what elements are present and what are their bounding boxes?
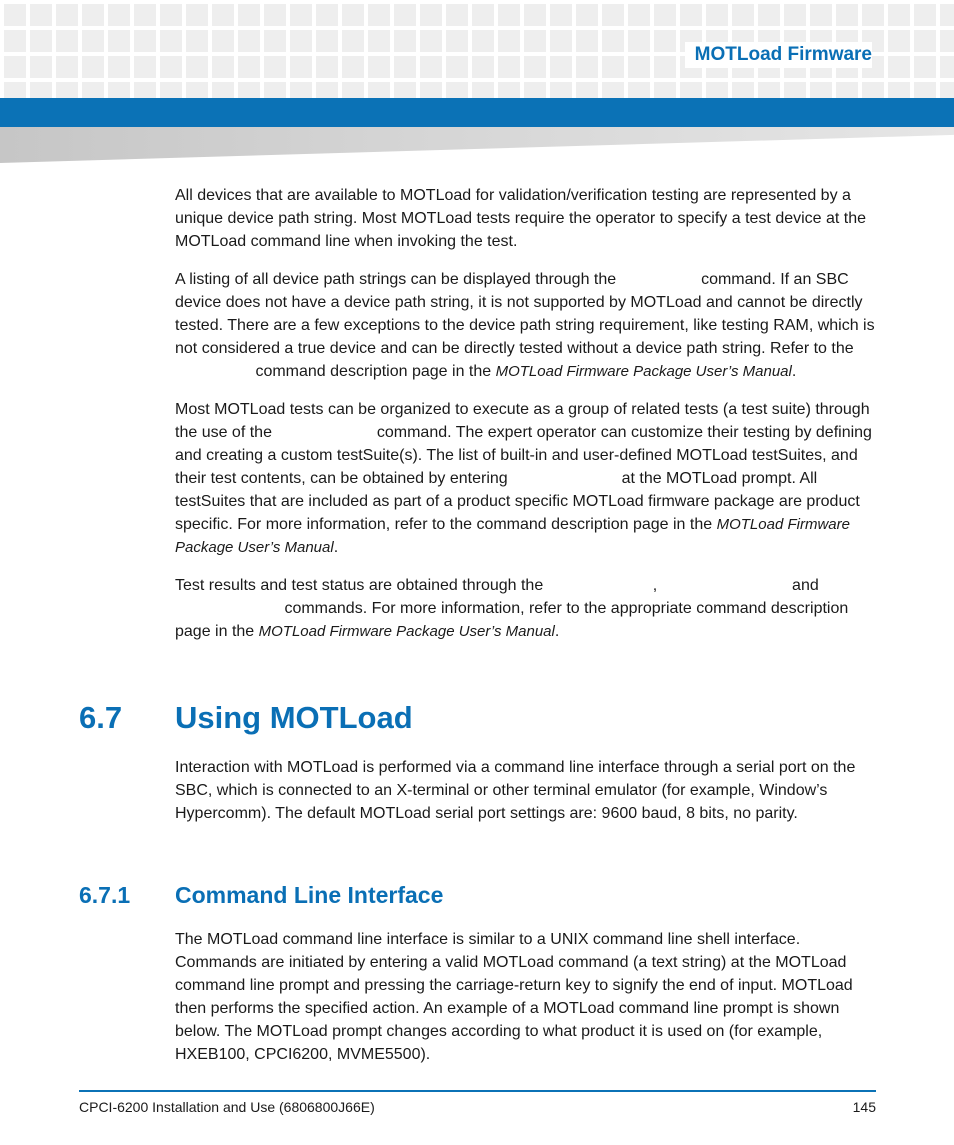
manual-title: MOTLoad Firmware Package User’s Manual — [258, 623, 555, 640]
manual-title: MOTLoad Firmware Package User’s Manual — [495, 363, 792, 380]
paragraph-device-listing — [175, 268, 875, 383]
text-run: command. The expert operator can customize their testing by defining and creating a custom testSuite(s). The list of built-in and user-defined MOTLoad testSuites, and their test contents, can be obtained by entering — [175, 424, 872, 487]
text-run: and — [792, 577, 819, 594]
body-text-section — [175, 756, 875, 840]
subsection-title: Command Line Interface — [175, 882, 444, 908]
text-run: . — [554, 623, 560, 640]
section-title: Using MOTLoad — [175, 700, 413, 735]
subsection-number: 6.7.1 — [79, 882, 131, 908]
footer-rule — [79, 1090, 876, 1092]
body-text-top — [175, 184, 875, 658]
text-run: A listing of all device path strings can be displayed through the — [175, 271, 617, 288]
paragraph-test-suites — [175, 398, 875, 559]
text-run: commands. For more information, refer to the appropriate command description page in the — [175, 600, 849, 640]
paragraph-command-line: The MOTLoad command line interface is similar to a UNIX command line shell interface. Commands are initiated by entering a valid MOTLoad command (a text string) at the MOTLoad command line prompt and pressing the carriage-return key to signify the end of input. MOTLoad then performs the specified action. An example of a MOTLoad command line prompt is shown below. The MOTLoad prompt changes according to what product it is used on (for example, HXEB100, CPCI6200, MVME5500). — [175, 931, 853, 1063]
section-number: 6.7 — [79, 700, 123, 735]
header-blue-band — [0, 98, 954, 127]
text-run: . — [333, 539, 339, 556]
text-run: at the MOTLoad prompt. All testSuites that are included as part of a product specific MOTLoad firmware package are product specific. For more information, refer to the command description page in the — [175, 470, 860, 533]
text-run: command description page in the — [255, 363, 492, 380]
paragraph-test-results — [175, 574, 875, 643]
text-run: . — [791, 363, 797, 380]
body-text-subsection — [175, 928, 875, 1081]
text-run: , — [652, 577, 658, 594]
paragraph-device-paths: All devices that are available to MOTLoad for validation/verification testing are represented by a unique device path string. Most MOTLoad tests require the operator to specify a test device at the MOTLoad command line when invoking the test. — [175, 187, 867, 250]
paragraph-interaction: Interaction with MOTLoad is performed via a command line interface through a serial port on the SBC, which is connected to an X-terminal or other terminal emulator (for example, Window’s Hypercomm). The default MOTLoad serial port settings are: 9600 baud, 8 bits, no parity. — [175, 759, 856, 822]
footer-document-title: CPCI-6200 Installation and Use (6806800J66E) — [79, 1099, 375, 1115]
text-run: Test results and test status are obtained through the — [175, 577, 544, 594]
footer-page-number: 145 — [852, 1099, 876, 1115]
header-gray-wedge — [0, 127, 954, 163]
text-run: Most MOTLoad tests can be organized to execute as a group of related tests (a test suite) through the use of the — [175, 401, 870, 441]
text-run: command. If an SBC device does not have a device path string, it is not supported by MOTLoad and cannot be directly tested. There are a few exceptions to the device path string requirement, like testing RAM, which is not considered a true device and can be directly tested without a device path string. Refer to the — [175, 271, 875, 357]
running-header-title: MOTLoad Firmware — [685, 42, 872, 68]
manual-title: MOTLoad Firmware Package User’s Manual — [175, 516, 850, 556]
